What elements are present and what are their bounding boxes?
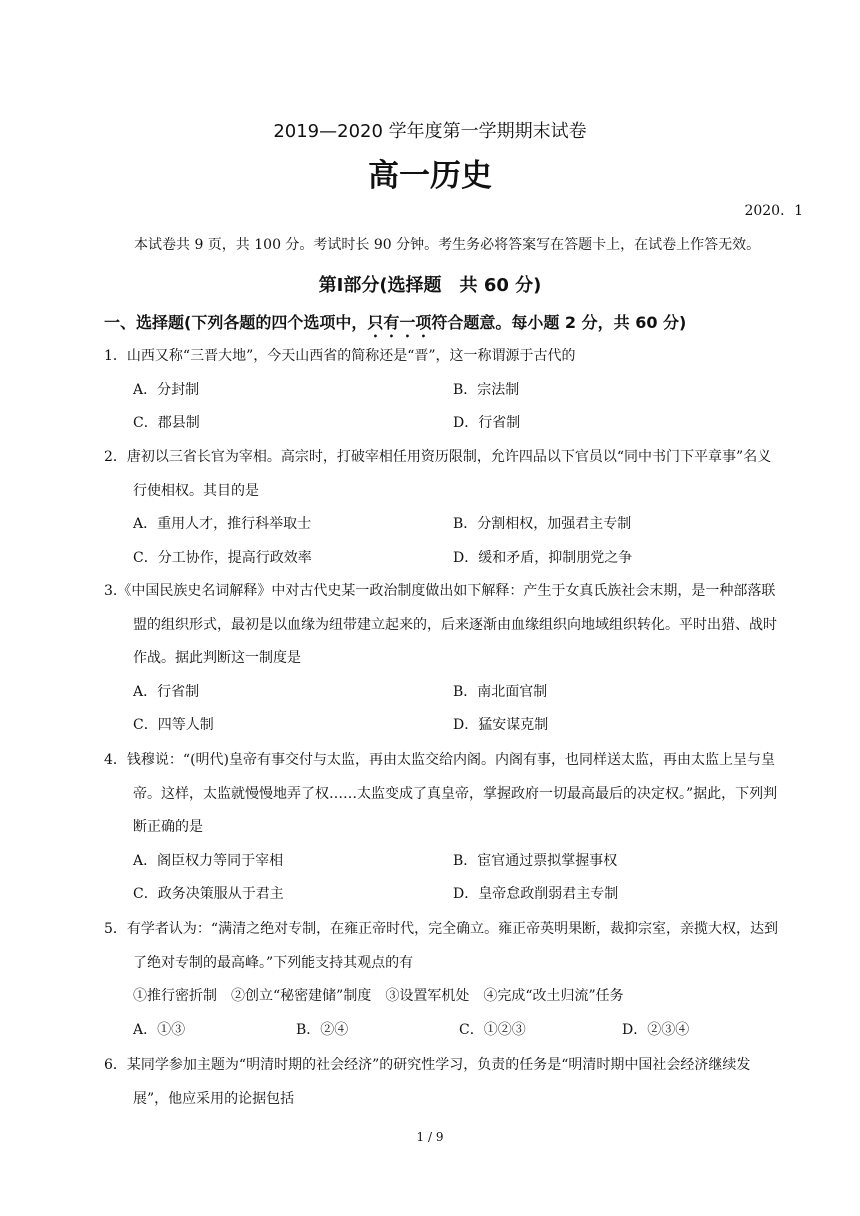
option-c: C．①②③ [459,1021,526,1038]
question-stem: 6．某同学参加主题为“明清时期的社会经济”的研究性学习，负责的任务是“明清时期中国社会经济继续发展”，他应采用的论据包括 [104,1057,751,1107]
option-c: C．郡县制 [133,415,200,431]
part-heading: 第Ⅰ部分(选择题 共 60 分) [318,275,542,296]
option-b: B．南北面官制 [453,683,548,700]
question-6 [104,1049,782,1116]
question-1 [104,340,782,441]
option-d: D．皇帝怠政削弱君主专制 [453,886,619,902]
question-2 [104,441,782,575]
section-heading-after: 符合题意。每小题 2 分，共 60 分) [431,313,687,332]
question-options [104,374,782,441]
question-options [104,845,782,912]
question-4 [104,744,782,912]
section-heading-emphasis: 只有一项 [367,313,432,332]
question-stem: 4．钱穆说：“(明代)皇帝有事交付与太监，再由太监交给内阁。内阁有事，也同样送太监，再由太监上呈与皇帝。这样，太监就慢慢地弄了权……太监变成了真皇帝，掌握政府一切最高最后的决定权。”据此，下列判断正确的是 [104,752,778,835]
question-options [104,676,782,743]
option-a: A．①③ [133,1021,186,1038]
section-heading [104,310,686,341]
option-b: B．②④ [296,1021,349,1038]
question-stem: 2．唐初以三省长官为宰相。高宗时，打破宰相任用资历限制，允许四品以下官员以“同中书门下平章事”名义行使相权。其目的是 [104,449,772,499]
option-d: D．②③④ [622,1021,690,1038]
question-stem: 5．有学者认为：“满清之绝对专制，在雍正帝时代，完全确立。雍正帝英明果断，裁抑宗室，亲揽大权，达到了绝对专制的最高峰。”下列能支持其观点的有 [104,921,779,971]
question-options [104,1014,782,1048]
exam-date: 2020．1 [744,203,803,219]
question-items: ①推行密折制 ②创立“秘密建储”制度 ③设置军机处 ④完成“改土归流”任务 [133,988,624,1004]
exam-subject: 高一历史 [368,158,492,194]
option-c: C．政务决策服从于君主 [133,886,284,902]
option-a: A．行省制 [133,683,200,700]
question-stem: 1．山西又称“三晋大地”，今天山西省的简称还是“晋”，这一称谓源于古代的 [104,348,576,364]
option-c: C．四等人制 [133,717,214,733]
question-options [104,508,782,575]
option-d: D．缓和矛盾，抑制朋党之争 [453,549,633,566]
option-b: B．宦官通过票拟掌握事权 [453,852,618,869]
question-3 [104,575,782,743]
exam-instructions: 本试卷共 9 页，共 100 分。考试时长 90 分钟。考生务必将答案写在答题卡上，在试卷上作答无效。 [134,237,761,253]
page-number: 1 / 9 [416,1130,444,1144]
option-b: B．分割相权，加强君主专制 [453,516,632,532]
option-b: B．宗法制 [453,381,520,398]
option-d: D．行省制 [453,415,521,431]
option-a: A．阁臣权力等同于宰相 [133,852,284,869]
section-heading-before: 一、选择题(下列各题的四个选项中， [104,313,368,332]
option-a: A．分封制 [133,381,200,398]
exam-title: 2019—2020 学年度第一学期期末试卷 [273,121,587,142]
option-a: A．重用人才，推行科举取士 [133,516,312,532]
option-c: C．分工协作，提高行政效率 [133,549,312,566]
option-d: D．猛安谋克制 [453,717,549,733]
question-stem: 3.《中国民族史名词解释》中对古代史某一政治制度做出如下解释：产生于女真氏族社会末期，是一种部落联盟的组织形式，最初是以血缘为纽带建立起来的，后来逐渐由血缘组织向地域组织转化。平时出猎、战时作战。据此判断这一制度是 [104,583,777,666]
question-5 [104,913,782,1047]
